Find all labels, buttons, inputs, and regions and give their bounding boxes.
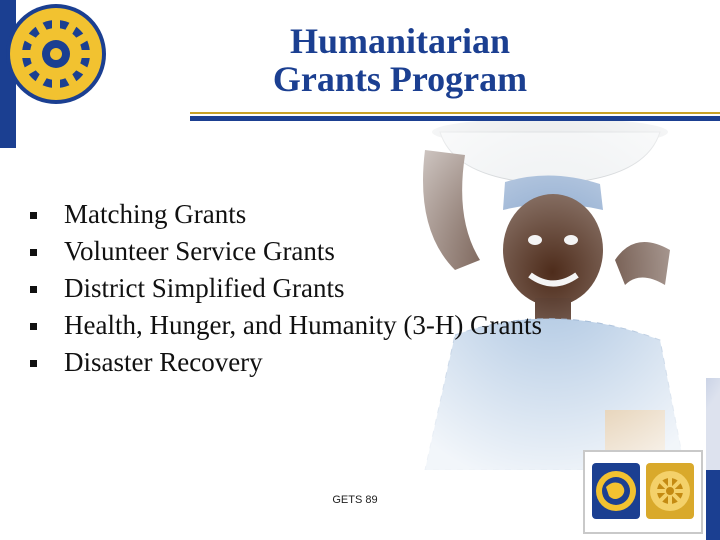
list-item-text: Matching Grants: [64, 199, 247, 229]
title-line-1: Humanitarian: [289, 21, 511, 61]
square-bullet-icon: [30, 323, 37, 330]
title-line-2: Grants Program: [272, 59, 528, 99]
slide-title: [200, 22, 600, 98]
list-item: [20, 307, 542, 344]
list-item: [20, 270, 542, 307]
list-item: [20, 344, 542, 381]
square-bullet-icon: [30, 286, 37, 293]
list-item-text: Health, Hunger, and Humanity (3-H) Grants: [64, 310, 543, 340]
list-item-text: Disaster Recovery: [64, 347, 263, 377]
bullet-list: [20, 196, 542, 381]
title-rule-gold: [190, 112, 720, 114]
square-bullet-icon: [30, 249, 37, 256]
list-item-text: District Simplified Grants: [64, 273, 345, 303]
square-bullet-icon: [30, 360, 37, 367]
slide-footer: GETS 89: [332, 494, 378, 506]
list-item: [20, 196, 542, 233]
rotary-international-wheel-icon: [4, 2, 108, 106]
rotary-wheel-small-icon: [645, 462, 695, 520]
bottom-logos-card: [583, 450, 703, 534]
list-item: [20, 233, 542, 270]
list-item-text: Volunteer Service Grants: [64, 236, 335, 266]
square-bullet-icon: [30, 212, 37, 219]
rotary-foundation-globe-icon: [591, 462, 641, 520]
title-rule: [190, 116, 720, 121]
